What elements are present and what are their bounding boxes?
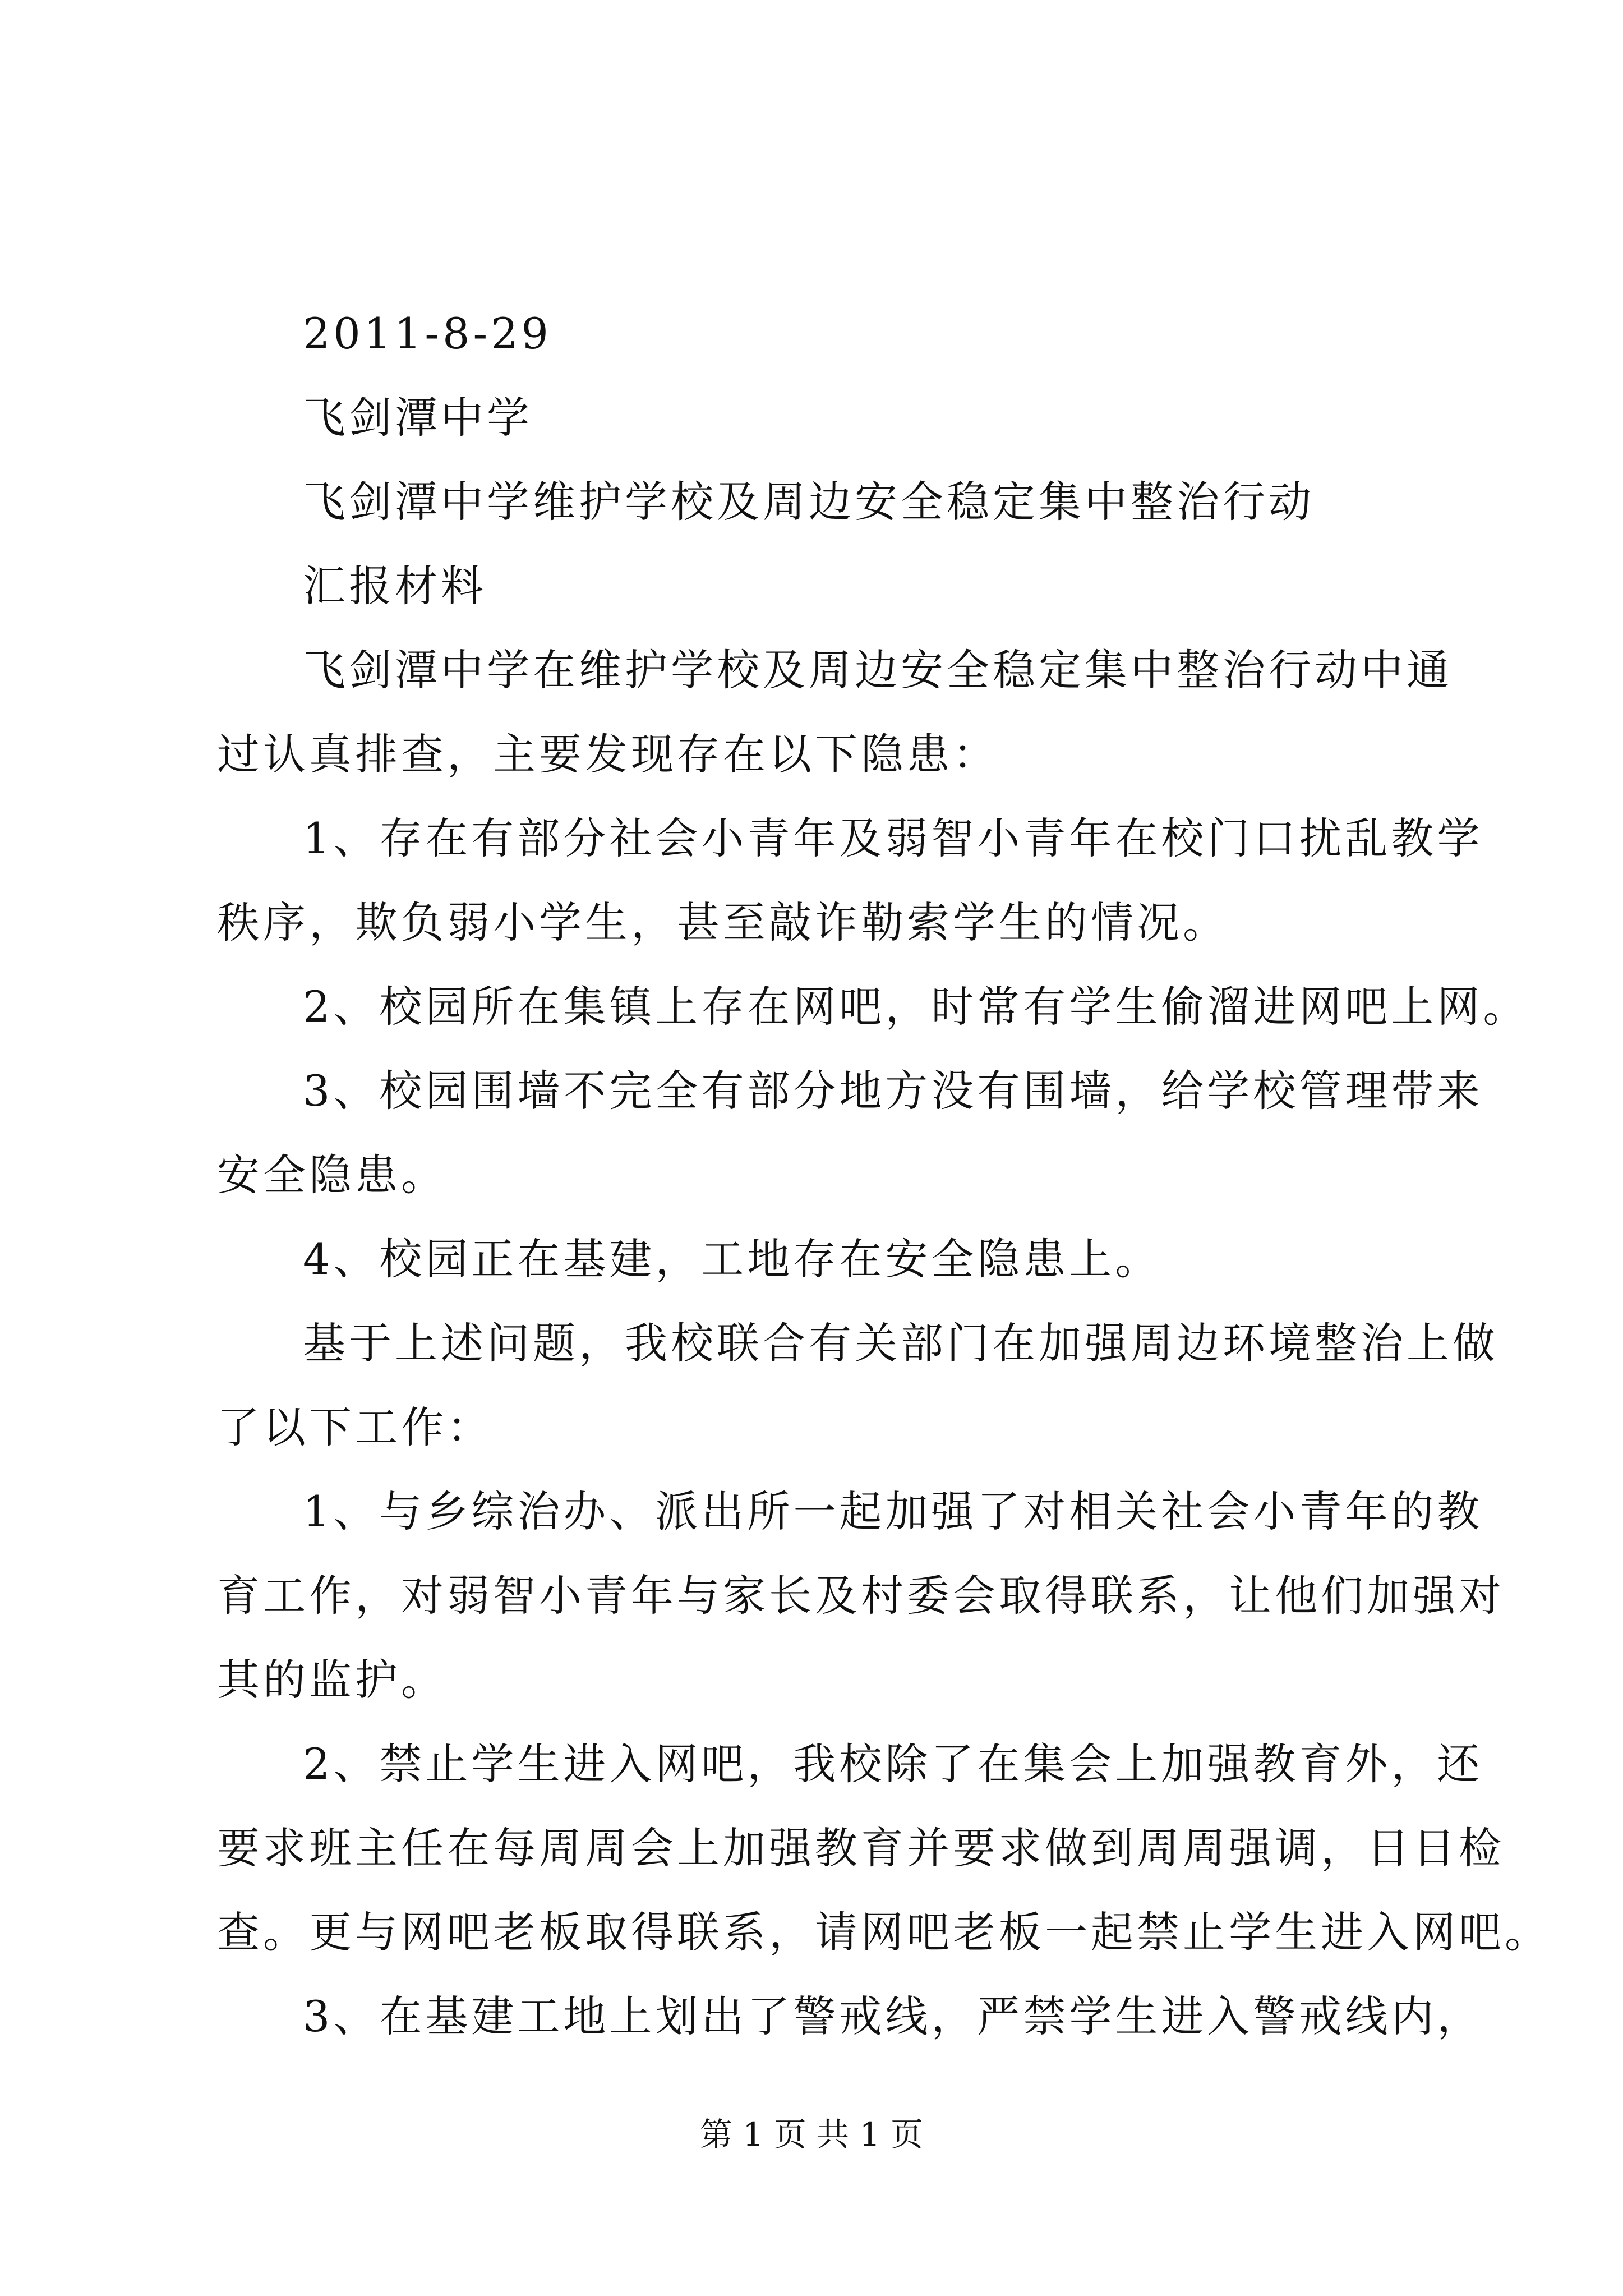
date-line: 2011-8-29	[303, 309, 552, 358]
paragraph-line: 秩序，欺负弱小学生，甚至敲诈勒索学生的情况。	[217, 898, 1229, 947]
paragraph-line: 2、校园所在集镇上存在网吧，时常有学生偷溜进网吧上网。	[303, 982, 1529, 1032]
paragraph-line: 安全隐患。	[217, 1150, 447, 1200]
paragraph-line: 3、校园围墙不完全有部分地方没有围墙，给学校管理带来	[303, 1066, 1483, 1116]
paragraph-line: 飞剑潭中学在维护学校及周边安全稳定集中整治行动中通	[303, 645, 1453, 695]
paragraph-line: 查。更与网吧老板取得联系，请网吧老板一起禁止学生进入网吧。	[217, 1907, 1551, 1957]
page-footer: 第 1 页 共 1 页	[700, 2115, 923, 2154]
paragraph-line: 基于上述问题，我校联合有关部门在加强周边环境整治上做	[303, 1318, 1498, 1368]
paragraph-line: 育工作，对弱智小青年与家长及村委会取得联系，让他们加强对	[217, 1571, 1505, 1621]
paragraph-line: 要求班主任在每周周会上加强教育并要求做到周周强调，日日检	[217, 1823, 1505, 1873]
paragraph-line: 1、与乡综治办、派出所一起加强了对相关社会小青年的教	[303, 1487, 1483, 1536]
paragraph-line: 1、存在有部分社会小青年及弱智小青年在校门口扰乱教学	[303, 813, 1483, 863]
paragraph-line: 2、禁止学生进入网吧，我校除了在集会上加强教育外，还	[303, 1739, 1483, 1789]
school-name: 飞剑潭中学	[303, 393, 533, 443]
report-title: 飞剑潭中学维护学校及周边安全稳定集中整治行动	[303, 477, 1315, 527]
paragraph-line: 其的监护。	[217, 1655, 447, 1705]
paragraph-line: 4、校园正在基建，工地存在安全隐患上。	[303, 1234, 1161, 1284]
report-subtitle: 汇报材料	[303, 561, 487, 611]
paragraph-line: 3、在基建工地上划出了警戒线，严禁学生进入警戒线内，	[303, 1991, 1483, 2041]
paragraph-line: 了以下工作：	[217, 1402, 493, 1452]
paragraph-line: 过认真排查，主要发现存在以下隐患：	[217, 729, 999, 779]
